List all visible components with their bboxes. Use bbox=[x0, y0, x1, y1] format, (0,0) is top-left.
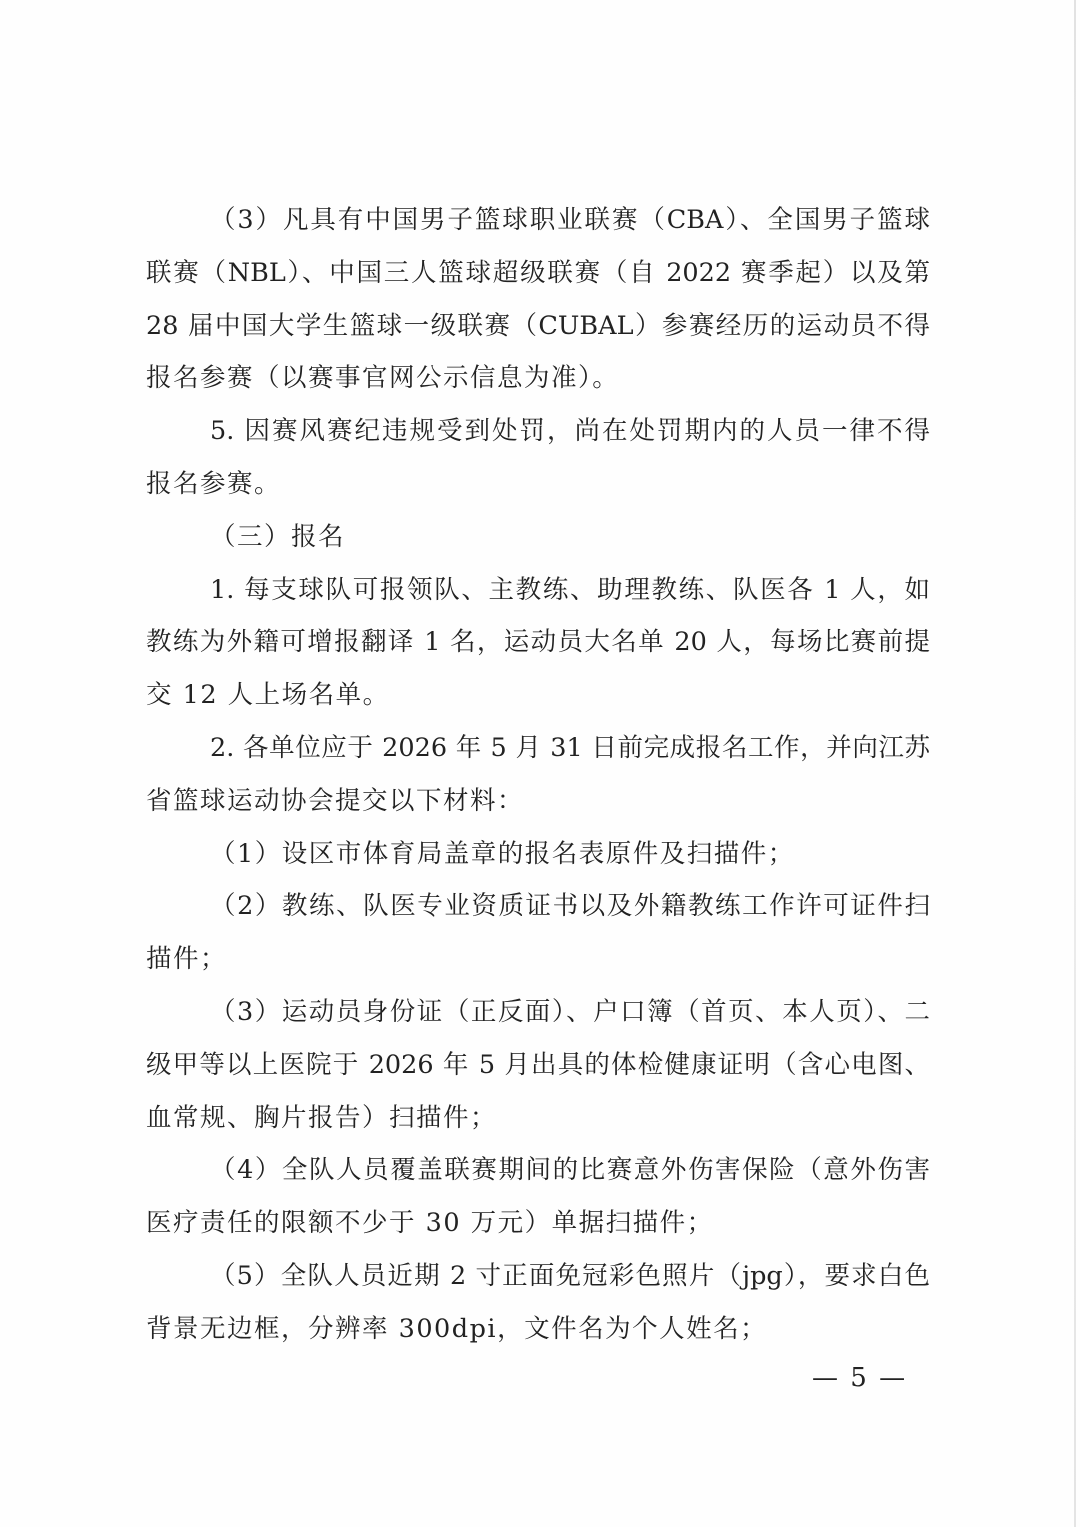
section-heading: （三）报名 bbox=[210, 521, 346, 552]
text-line: 省篮球运动协会提交以下材料： bbox=[146, 785, 525, 816]
page-edge-shadow bbox=[1074, 0, 1076, 1527]
text-line: 级甲等以上医院于 2026 年 5 月出具的体检健康证明（含心电图、 bbox=[146, 1049, 930, 1080]
material-item-2 bbox=[146, 880, 930, 986]
text-line: 报名参赛。 bbox=[146, 468, 282, 499]
text-line: （5）全队人员近期 2 寸正面免冠彩色照片（jpg），要求白色 bbox=[210, 1260, 930, 1291]
text-line: （3）凡具有中国男子篮球职业联赛（CBA）、全国男子篮球 bbox=[210, 205, 930, 235]
paragraph-cba-restriction bbox=[146, 194, 930, 405]
text-line: （3）运动员身份证（正反面）、户口簿（首页、本人页）、二 bbox=[210, 996, 930, 1027]
text-line: （1）设区市体育局盖章的报名表原件及扫描件； bbox=[210, 838, 795, 869]
document-body bbox=[146, 194, 930, 1356]
text-line: 医疗责任的限额不少于 30 万元）单据扫描件； bbox=[146, 1208, 714, 1239]
paragraph-team-quota bbox=[146, 564, 930, 722]
text-line: 教练为外籍可增报翻译 1 名，运动员大名单 20 人，每场比赛前提 bbox=[146, 627, 930, 658]
section-heading-registration bbox=[146, 511, 930, 564]
text-line: 交 12 人上场名单。 bbox=[146, 680, 390, 711]
text-line: 描件； bbox=[146, 944, 228, 975]
material-item-1 bbox=[146, 828, 930, 881]
material-item-4 bbox=[146, 1144, 930, 1250]
text-line: 报名参赛（以赛事官网公示信息为准）。 bbox=[146, 363, 620, 394]
text-line: 5. 因赛风赛纪违规受到处罚，尚在处罚期内的人员一律不得 bbox=[210, 416, 930, 447]
paragraph-deadline bbox=[146, 722, 930, 828]
material-item-3 bbox=[146, 986, 930, 1144]
text-line: 血常规、胸片报告）扫描件； bbox=[146, 1102, 498, 1133]
text-line: 联赛（NBL）、中国三人篮球超级联赛（自 2022 赛季起）以及第 bbox=[146, 257, 930, 288]
text-line: 1. 每支球队可报领队、主教练、助理教练、队医各 1 人，如 bbox=[210, 574, 930, 605]
text-line: （2）教练、队医专业资质证书以及外籍教练工作许可证件扫 bbox=[210, 891, 930, 922]
text-line: 2. 各单位应于 2026 年 5 月 31 日前完成报名工作，并向江苏 bbox=[210, 732, 930, 763]
text-line: （4）全队人员覆盖联赛期间的比赛意外伤害保险（意外伤害 bbox=[210, 1155, 930, 1186]
text-line: 28 届中国大学生篮球一级联赛（CUBAL）参赛经历的运动员不得 bbox=[146, 310, 930, 341]
material-item-5 bbox=[146, 1250, 930, 1356]
page-number: — 5 — bbox=[812, 1363, 908, 1393]
paragraph-discipline bbox=[146, 405, 930, 511]
text-line: 背景无边框，分辨率 300dpi，文件名为个人姓名； bbox=[146, 1313, 768, 1344]
